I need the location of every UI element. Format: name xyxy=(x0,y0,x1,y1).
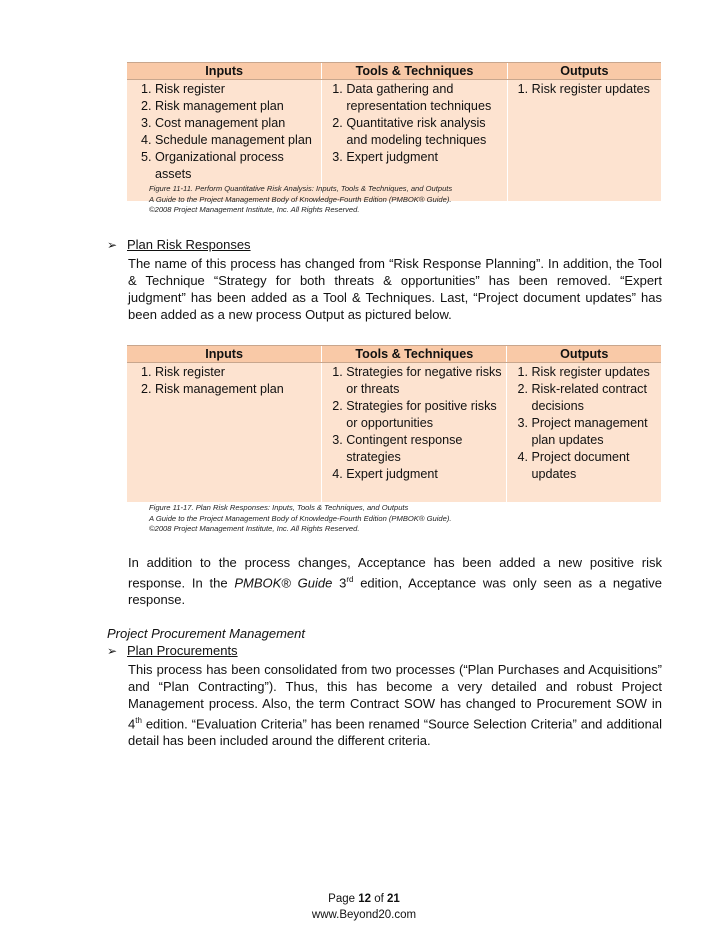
arrow-bullet-icon: ➢ xyxy=(107,238,118,252)
inputs-cell xyxy=(127,80,322,201)
list-item: 4. Expert judgment xyxy=(346,466,506,483)
page-number: Page 12 of 21 xyxy=(328,893,400,905)
outputs-cell xyxy=(507,80,661,201)
tools-cell xyxy=(322,363,507,502)
list-item: 1. Risk register updates xyxy=(531,364,661,381)
list-item: 2. Risk management plan xyxy=(155,381,321,398)
list-item: 3. Cost management plan xyxy=(155,115,321,132)
figure-caption-2: Figure 11-17. Plan Risk Responses: Inputs, Tools & Techniques, and Outputs A Guide to the Project Management Body of Knowledge-Fourth Edition (PMBOK® Guide). ©2008 Project Management Institute, Inc. All Rights Reserved. xyxy=(149,503,452,534)
inputs-cell xyxy=(127,363,322,502)
plan-procurements-text: This process has been consolidated from two processes (“Plan Purchases and Acquisitions” and “Plan Contracting”). Thus, this has become a very detailed and robust Project Management process. Also, the term Contract SOW has changed to Procurement SOW in 4th edition. “Evaluation Criteria” has been renamed “Source Selection Criteria” and additional detail has been included around the different criteria. xyxy=(128,662,662,749)
list-item: 4. Project document updates xyxy=(531,449,661,483)
list-item: 1. Data gathering and representation techniques xyxy=(346,81,506,115)
tools-cell xyxy=(322,80,507,201)
knowledge-area-heading: Project Procurement Management xyxy=(107,626,305,641)
list-item: 3. Expert judgment xyxy=(346,149,506,166)
list-item: 2. Strategies for positive risks or opportunities xyxy=(346,398,506,432)
list-item: 3. Project management plan updates xyxy=(531,415,661,449)
list-item: 2. Risk management plan xyxy=(155,98,321,115)
list-item: 2. Risk-related contract decisions xyxy=(531,381,661,415)
page-footer xyxy=(0,891,728,923)
figure-caption-1: Figure 11-11. Perform Quantitative Risk Analysis: Inputs, Tools & Techniques, and Outputs A Guide to the Project Management Body of Knowledge-Fourth Edition (PMBOK® Guide). ©2008 Project Management Institute, Inc. All Rights Reserved. xyxy=(149,184,453,215)
outputs-header: Outputs xyxy=(507,346,661,363)
inputs-header: Inputs xyxy=(127,63,322,80)
list-item: 1. Risk register xyxy=(155,81,321,98)
list-item: 2. Quantitative risk analysis and modeling techniques xyxy=(346,115,506,149)
plan-risk-responses-text: The name of this process has changed from “Risk Response Planning”. In addition, the Tool & Technique “Strategy for both threats & opportunities” has been removed. “Expert judgment” has been added as a Tool & Techniques. Last, “Project document updates” has been added as a new process Output as pictured below. xyxy=(128,256,662,322)
tools-header: Tools & Techniques xyxy=(322,346,507,363)
list-item: 1. Strategies for negative risks or threats xyxy=(346,364,506,398)
outputs-header: Outputs xyxy=(507,63,661,80)
footer-website: www.Beyond20.com xyxy=(311,909,417,921)
list-item: 1. Risk register xyxy=(155,364,321,381)
arrow-bullet-icon: ➢ xyxy=(107,644,118,658)
acceptance-text: In addition to the process changes, Acceptance has been added a new positive risk response. In the PMBOK® Guide 3rd edition, Acceptance was only seen as a negative response. xyxy=(128,555,662,608)
list-item: 4. Schedule management plan xyxy=(155,132,321,149)
ito-table-plan-risk-responses xyxy=(127,345,661,502)
inputs-header: Inputs xyxy=(127,346,322,363)
list-item: 3. Contingent response strategies xyxy=(346,432,506,466)
tools-header: Tools & Techniques xyxy=(322,63,507,80)
section-heading-plan-procurements: ➢ Plan Procurements xyxy=(107,643,238,658)
ito-table-quantitative-risk xyxy=(127,62,661,201)
list-item: 5. Organizational process assets xyxy=(155,149,321,183)
section-heading-plan-risk-responses: ➢ Plan Risk Responses xyxy=(107,237,251,252)
list-item: 1. Risk register updates xyxy=(532,81,661,98)
outputs-cell xyxy=(507,363,661,502)
